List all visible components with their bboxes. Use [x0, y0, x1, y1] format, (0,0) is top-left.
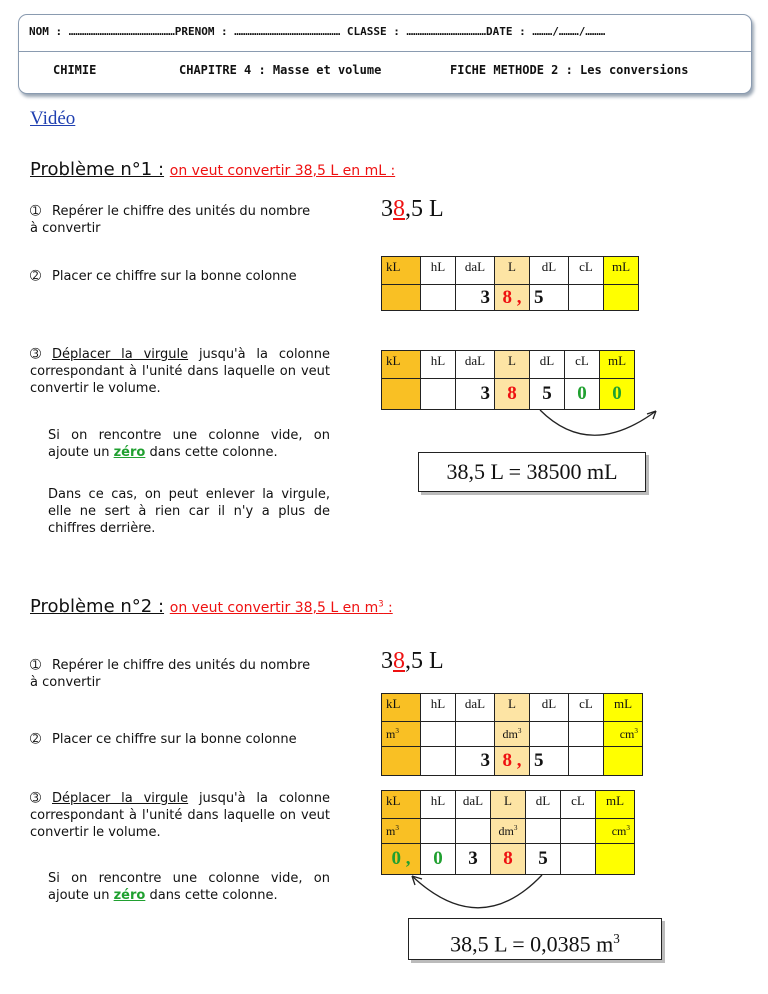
header-identity-row	[29, 25, 605, 38]
unit-header: L	[495, 257, 530, 285]
problem2-title-lead: Problème n°2 :	[30, 596, 165, 617]
unit-m3	[382, 722, 421, 747]
header-box	[18, 14, 752, 94]
unit-header: mL	[600, 351, 635, 379]
unit-header: daL	[456, 257, 495, 285]
problem1-number-c: ,5 L	[405, 196, 444, 222]
note-text: dans cette colonne.	[145, 888, 278, 903]
chapter-label: CHAPITRE 4 : Masse et volume	[179, 63, 382, 77]
table-cell	[421, 285, 456, 311]
problem1-subtitle: on veut convertir 38,5 L en mL :	[169, 163, 396, 179]
step-number-icon: ➂	[30, 347, 41, 362]
problem2-result	[408, 918, 662, 960]
problem2-subtitle-text: on veut convertir 38,5 L en m	[169, 600, 379, 616]
unit-header: dL	[526, 791, 561, 819]
step-number-icon: ➁	[30, 269, 41, 284]
cube-exponent: 3	[513, 823, 518, 832]
classe-field: CLASSE : ………………………………	[346, 25, 486, 38]
nom-field: NOM : …………………………………………	[29, 25, 175, 38]
problem2-table-initial	[381, 693, 643, 776]
date-field: DATE : ………/………/………	[485, 25, 606, 38]
problem1-note-zero	[48, 427, 330, 461]
problem2-number-c: ,5 L	[405, 648, 444, 674]
table-cell	[382, 747, 421, 776]
unit-header: dL	[530, 351, 565, 379]
problem2-subtitle	[170, 600, 393, 616]
problem2-note-zero	[48, 870, 330, 904]
table-cell	[421, 722, 456, 747]
unit-dm3	[495, 722, 530, 747]
problem2-result-text: 38,5 L = 0,0385 m	[450, 931, 614, 957]
subject-label: CHIMIE	[53, 63, 97, 77]
unit-header: kL	[382, 257, 421, 285]
unit-header: cL	[569, 257, 604, 285]
table-cell	[456, 819, 491, 844]
unit-header: mL	[604, 257, 639, 285]
unit-header: hL	[421, 351, 456, 379]
problem2-table-final	[381, 790, 635, 875]
unit-header: hL	[421, 694, 456, 722]
note-text: Si on rencontre une colonne vide, on ajoute un	[48, 871, 330, 903]
table-cell: 0	[600, 379, 635, 410]
unit-header: mL	[604, 694, 643, 722]
step-number-icon: ➀	[30, 204, 41, 219]
problem1-number-a: 3	[381, 196, 393, 222]
unit-header: dL	[530, 257, 569, 285]
problem2-subtitle-end: :	[383, 600, 393, 616]
problem1-note-comma: Dans ce cas, on peut enlever la virgule, elle ne sert à rien car il n'y a plus de chiffres derrière.	[48, 487, 330, 536]
unit-header: hL	[421, 257, 456, 285]
problem2-number-unit-digit: 8	[393, 648, 405, 674]
step-number-icon: ➀	[30, 658, 41, 673]
table-cell: 5	[530, 379, 565, 410]
unit-header: L	[495, 694, 530, 722]
problem1-number	[381, 196, 444, 223]
problem1-step2	[30, 268, 315, 285]
problem2-title	[30, 596, 393, 617]
table-cell	[526, 819, 561, 844]
unit-dm3-text: dm	[498, 823, 514, 838]
cube-exponent: 3	[613, 931, 620, 946]
video-link[interactable]: Vidéo	[30, 108, 76, 129]
problem1-step3-text: jusqu'à la colonne correspondant à l'unité dans laquelle on veut convertir le volume.	[30, 347, 330, 396]
problem2-number	[381, 648, 444, 675]
table-cell: 0	[421, 844, 456, 875]
table-cell: 3	[456, 844, 491, 875]
sheet-label: FICHE METHODE 2 : Les conversions	[450, 63, 689, 77]
table-cell	[604, 285, 639, 311]
unit-cm3-text: cm	[611, 823, 627, 838]
problem2-step3	[30, 790, 330, 841]
note-text: dans cette colonne.	[145, 445, 278, 460]
header-divider	[19, 51, 751, 52]
unit-cm3-text: cm	[619, 726, 635, 741]
table-cell: 8	[491, 844, 526, 875]
table-cell	[569, 722, 604, 747]
table-cell	[421, 379, 456, 410]
unit-header: daL	[456, 694, 495, 722]
unit-header: kL	[382, 791, 421, 819]
unit-header: cL	[561, 791, 596, 819]
cube-exponent: 3	[634, 726, 638, 735]
table-cell: 5	[530, 285, 569, 311]
problem1-step3	[30, 346, 330, 397]
unit-header: L	[491, 791, 526, 819]
unit-header: daL	[456, 791, 491, 819]
unit-header: L	[495, 351, 530, 379]
table-cell	[456, 722, 495, 747]
problem1-step3-underlined: Déplacer la virgule	[52, 347, 189, 362]
unit-m3-text: m	[386, 726, 396, 741]
table-cell: 0	[565, 379, 600, 410]
problem1-step1-text: Repérer le chiffre des unités du nombre à convertir	[30, 204, 311, 236]
problem1-title	[30, 159, 395, 180]
step-number-icon: ➂	[30, 791, 41, 806]
unit-header: kL	[382, 351, 421, 379]
step-number-icon: ➁	[30, 732, 41, 747]
unit-header: cL	[569, 694, 604, 722]
table-cell: 8 ,	[495, 285, 530, 311]
comma-move-arrow-icon	[400, 870, 560, 916]
cube-exponent: 3	[378, 598, 384, 609]
unit-m3	[382, 819, 421, 844]
table-cell	[569, 285, 604, 311]
unit-header: kL	[382, 694, 421, 722]
table-cell: 3	[456, 379, 495, 410]
note-text: Si on rencontre une colonne vide, on ajoute un	[48, 428, 330, 460]
cube-exponent: 3	[517, 726, 522, 735]
comma-move-arrow-icon	[520, 405, 680, 445]
table-cell: 8 ,	[495, 747, 530, 776]
unit-cm3	[596, 819, 635, 844]
prenom-field: PRENOM : …………………………………………	[174, 25, 341, 38]
table-cell	[421, 819, 456, 844]
table-cell	[421, 747, 456, 776]
problem1-step1	[30, 203, 315, 237]
table-cell	[561, 844, 596, 875]
unit-dm3-text: dm	[502, 726, 518, 741]
problem2-number-a: 3	[381, 648, 393, 674]
unit-dm3	[491, 819, 526, 844]
unit-header: daL	[456, 351, 495, 379]
problem1-table-initial	[381, 256, 639, 311]
unit-m3-text: m	[386, 823, 396, 838]
cube-exponent: 3	[626, 823, 630, 832]
table-cell	[382, 379, 421, 410]
table-cell: 0 ,	[382, 844, 421, 875]
note-zero-word: zéro	[113, 888, 146, 903]
problem1-result: 38,5 L = 38500 mL	[418, 452, 646, 492]
problem2-step2-text: Placer ce chiffre sur la bonne colonne	[52, 732, 297, 747]
table-cell: 8	[495, 379, 530, 410]
problem1-step2-text: Placer ce chiffre sur la bonne colonne	[52, 269, 297, 284]
unit-header: hL	[421, 791, 456, 819]
table-cell	[604, 747, 643, 776]
note-zero-word: zéro	[113, 445, 146, 460]
problem1-number-unit-digit: 8	[393, 196, 405, 222]
table-cell	[561, 819, 596, 844]
unit-header: cL	[565, 351, 600, 379]
table-cell: 3	[456, 285, 495, 311]
problem1-table-final	[381, 350, 635, 410]
problem1-title-lead: Problème n°1 :	[30, 159, 165, 180]
table-cell: 3	[456, 747, 495, 776]
problem2-step3-text: jusqu'à la colonne correspondant à l'unité dans laquelle on veut convertir le volume.	[30, 791, 330, 840]
problem2-step2	[30, 731, 315, 748]
table-cell	[596, 844, 635, 875]
problem2-step3-underlined: Déplacer la virgule	[52, 791, 189, 806]
table-cell	[569, 747, 604, 776]
table-cell	[382, 285, 421, 311]
table-cell	[530, 722, 569, 747]
unit-header: dL	[530, 694, 569, 722]
problem2-step1-text: Repérer le chiffre des unités du nombre à convertir	[30, 658, 311, 690]
unit-cm3	[604, 722, 643, 747]
table-cell: 5	[530, 747, 569, 776]
table-cell: 5	[526, 844, 561, 875]
unit-header: mL	[596, 791, 635, 819]
cube-exponent: 3	[395, 823, 399, 832]
problem2-step1	[30, 657, 315, 691]
cube-exponent: 3	[395, 726, 399, 735]
